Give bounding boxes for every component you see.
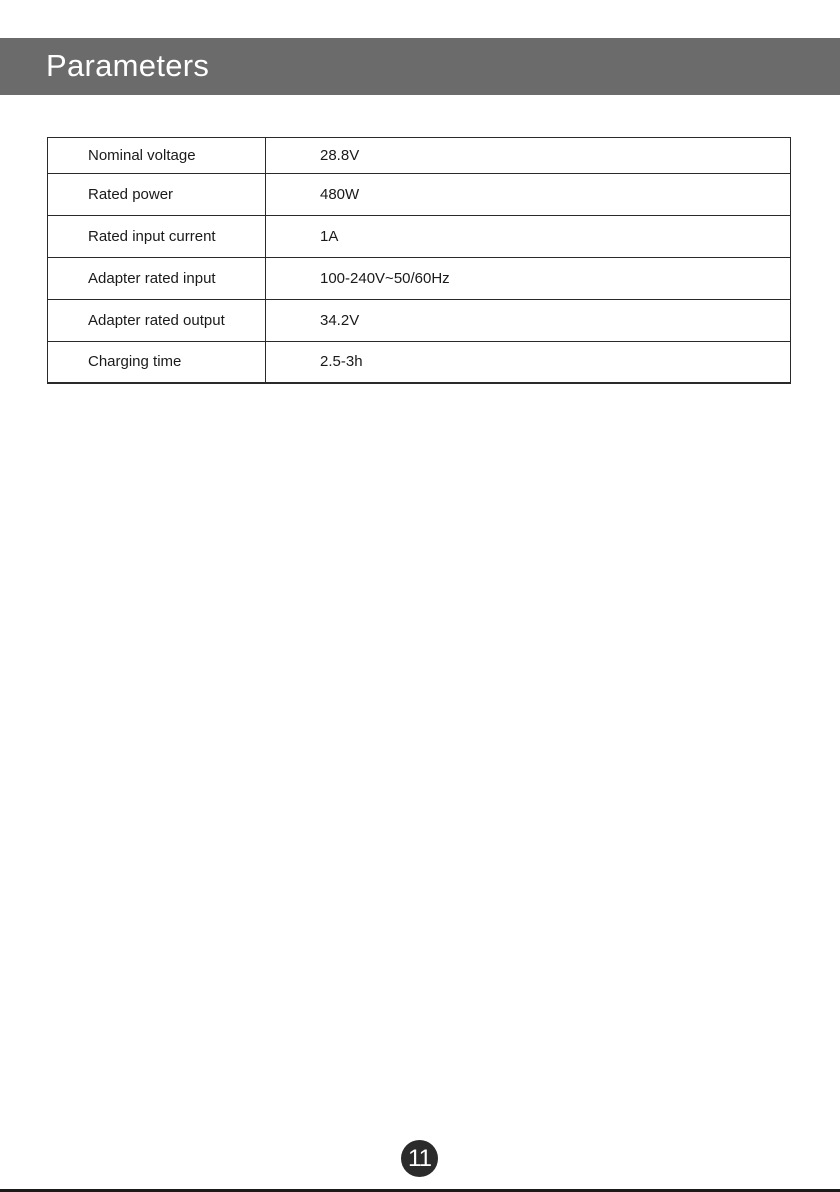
parameter-label: Rated input current [48, 216, 266, 258]
page-number-badge: 11 [401, 1140, 438, 1177]
parameter-value: 28.8V [266, 138, 791, 174]
section-header-bar [0, 38, 840, 95]
parameter-label: Adapter rated input [48, 258, 266, 300]
table-row [48, 138, 791, 174]
parameter-value: 1A [266, 216, 791, 258]
parameter-label: Nominal voltage [48, 138, 266, 174]
parameter-value: 480W [266, 174, 791, 216]
parameter-value: 100-240V~50/60Hz [266, 258, 791, 300]
section-title: Parameters [46, 48, 210, 83]
parameter-label: Rated power [48, 174, 266, 216]
table-row [48, 342, 791, 383]
parameter-label: Charging time [48, 342, 266, 383]
table-row [48, 174, 791, 216]
table-row [48, 216, 791, 258]
parameter-value: 2.5-3h [266, 342, 791, 383]
table-row [48, 300, 791, 342]
parameter-value: 34.2V [266, 300, 791, 342]
table-row [48, 258, 791, 300]
parameters-table [47, 137, 791, 384]
parameter-label: Adapter rated output [48, 300, 266, 342]
